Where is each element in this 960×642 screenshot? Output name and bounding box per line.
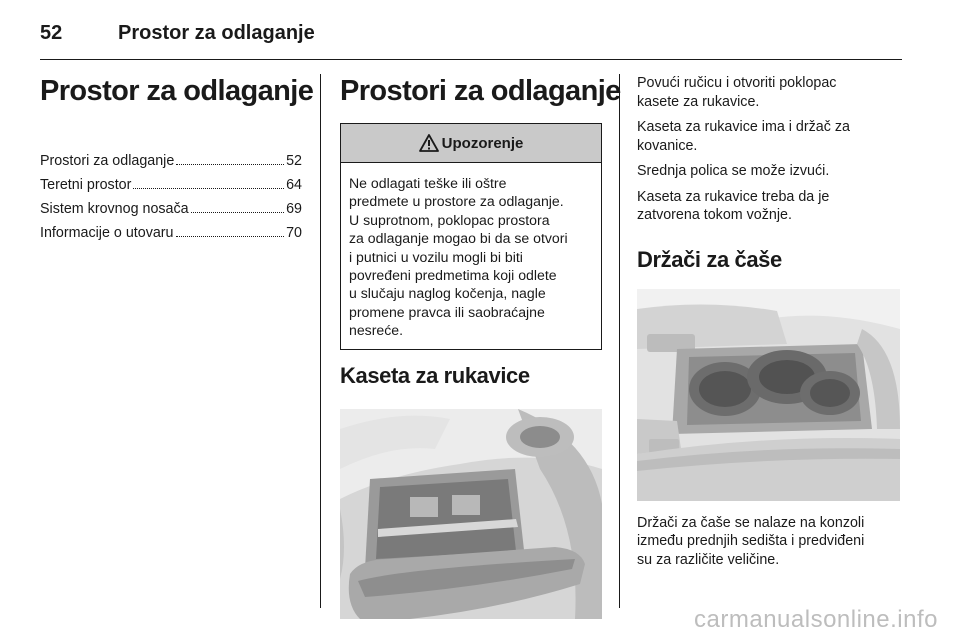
paragraph-line: Srednja polica se može izvući. (637, 163, 830, 179)
watermark: carmanualsonline.info (694, 606, 938, 633)
cupholder-photo (637, 289, 900, 501)
section-heading-cupholders: Držači za čaše (637, 246, 782, 272)
page-number: 52 (40, 21, 63, 44)
paragraph-line: između prednjih sedišta i predviđeni (637, 533, 865, 549)
toc-entry[interactable] (40, 173, 302, 197)
warning-line: predmete u prostore za odlaganje. (349, 193, 564, 210)
warning-line: Ne odlagati teške ili oštre (349, 175, 507, 191)
warning-line: U suprotnom, poklopac prostora (349, 211, 550, 228)
warning-header (341, 124, 601, 163)
warning-line: u slučaju naglog kočenja, nagle (349, 285, 546, 302)
section-heading-glovebox: Kaseta za rukavice (340, 362, 530, 388)
toc-label: Informacije o utovaru (40, 225, 174, 241)
column-1 (40, 74, 314, 245)
warning-triangle-icon (419, 134, 439, 152)
warning-heading: Upozorenje (441, 134, 524, 152)
toc-page: 64 (286, 177, 302, 193)
paragraph-line: zatvorena tokom vožnje. (637, 207, 792, 223)
glovebox-photo (340, 409, 602, 619)
column-divider-1 (320, 74, 321, 608)
running-title: Prostor za odlaganje (118, 21, 315, 44)
toc-leader (176, 236, 285, 237)
paragraph-line: Kaseta za rukavice treba da je (637, 188, 830, 205)
warning-text (341, 163, 601, 349)
toc-page: 70 (286, 225, 302, 241)
paragraph-line: Povući ručicu i otvoriti poklopac (637, 75, 837, 91)
toc-entry[interactable] (40, 149, 302, 173)
column-3 (637, 74, 900, 576)
warning-line: povređeni predmetima koji odlete (349, 267, 557, 284)
toc-label: Sistem krovnog nosača (40, 201, 189, 217)
paragraph (637, 162, 900, 181)
paragraph-line: kovanice. (637, 137, 698, 154)
warning-line: i putnici u vozilu mogli bi biti (349, 248, 523, 265)
warning-box (340, 123, 602, 350)
chapter-title: Prostor za odlaganje (40, 75, 314, 107)
column-2 (340, 74, 621, 619)
toc-label: Prostori za odlaganje (40, 153, 175, 169)
section-title: Prostori za odlaganje (340, 75, 621, 107)
toc-label: Teretni prostor (40, 177, 132, 193)
page-header (40, 18, 315, 48)
column-divider-2 (619, 74, 620, 608)
paragraph (637, 188, 900, 225)
warning-line: promene pravca ili saobraćajne (349, 303, 545, 320)
header-rule (40, 59, 902, 60)
warning-line: za odlaganje mogao bi da se otvori (349, 230, 568, 247)
paragraph (637, 74, 900, 111)
paragraph (637, 514, 900, 570)
paragraph-line: Kaseta za rukavice ima i držač za (637, 119, 850, 135)
table-of-contents (40, 149, 302, 245)
toc-page: 69 (286, 201, 302, 217)
paragraph (637, 118, 900, 155)
warning-line: nesreće. (349, 322, 404, 339)
toc-entry[interactable] (40, 197, 302, 221)
toc-leader (133, 188, 284, 189)
toc-leader (176, 164, 284, 165)
toc-entry[interactable] (40, 221, 302, 245)
paragraph-line: Držači za čaše se nalaze na konzoli (637, 514, 865, 531)
paragraph-line: kasete za rukavice. (637, 93, 760, 110)
toc-page: 52 (286, 153, 302, 169)
paragraph-line: su za različite veličine. (637, 551, 780, 568)
toc-leader (191, 212, 284, 213)
